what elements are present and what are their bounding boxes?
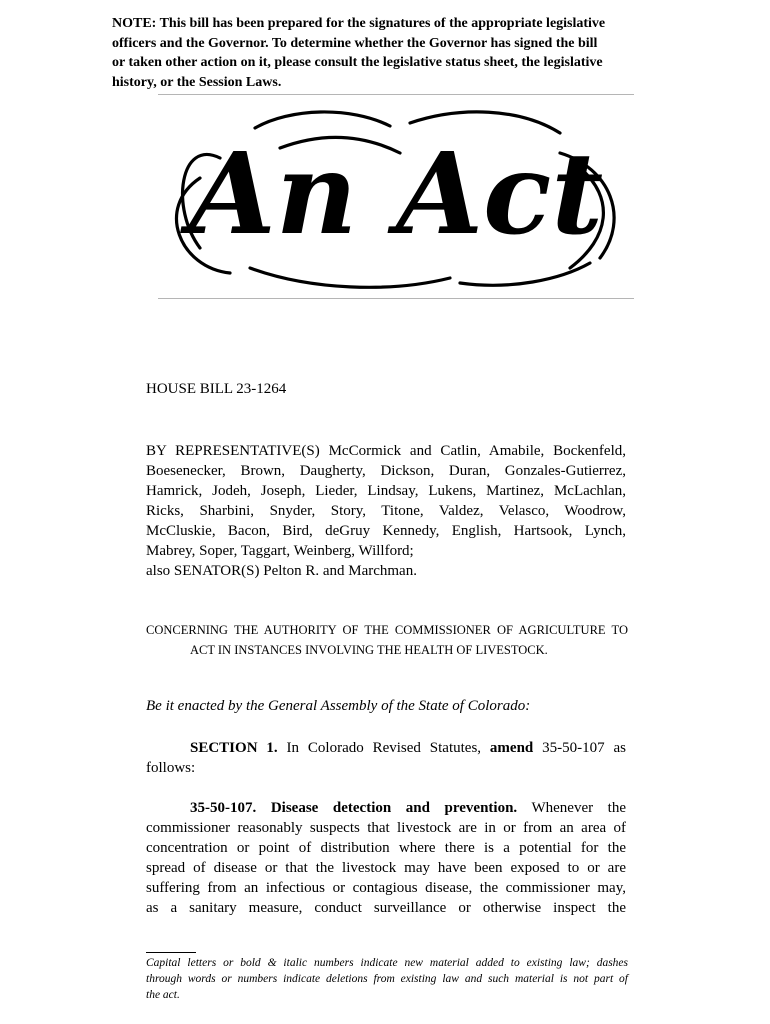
footnote-line: Capital letters or bold & italic numbers indicate new material added to existing law; dashes [146,957,628,969]
sponsor-line: Hamrick, Jodeh, Joseph, Lieder, Lindsay, Lukens, Martinez, McLachlan, [146,483,626,499]
logo-text: An Act [188,129,604,260]
note-line: or taken other action on it, please consult the legislative status sheet, the legislative [112,55,603,70]
note-line: officers and the Governor. To determine whether the Governor has signed the bill [112,35,598,51]
governor-signature-note [112,14,660,92]
amend-keyword: amend [489,740,534,756]
sponsor-line: also SENATOR(S) Pelton R. and Marchman. [146,563,417,579]
note-line: NOTE: This bill has been prepared for the signatures of the appropriate legislative [112,16,606,31]
section-line [146,738,626,758]
statute-line: commissioner reasonably suspects that livestock are in or from an area of [146,820,626,836]
bill-number: HOUSE BILL 23-1264 [146,381,287,397]
an-act-logo [160,98,632,296]
note-line: history, or the Session Laws. [112,74,282,90]
statute-title: Disease detection and prevention. [270,800,518,816]
statute-text: Whenever the [531,800,627,816]
statute-line: concentration or point of distribution where there is a potential for the [146,840,626,856]
concerning-line: ACT IN INSTANCES INVOLVING THE HEALTH OF LIVESTOCK. [190,643,548,657]
sponsor-line: BY REPRESENTATIVE(S) McCormick and Catlin, Amabile, Bockenfeld, [146,443,626,459]
sponsors-list [146,441,626,581]
concerning-line: CONCERNING THE AUTHORITY OF THE COMMISSIONER OF AGRICULTURE TO [146,623,628,637]
statute-line: suffering from an infectious or contagious disease, the commissioner may, [146,880,626,896]
bill-title-concerning [146,620,628,660]
logo-swirl [255,112,390,128]
footnote-divider [146,952,196,953]
logo-swirl [250,268,450,287]
sponsor-line: Ricks, Sharbini, Snyder, Story, Titone, Valdez, Velasco, Woodrow, [146,503,626,519]
logo-bottom-divider [158,298,634,299]
sponsor-line: Boesenecker, Brown, Daugherty, Dickson, Duran, Gonzales-Gutierrez, [146,463,626,479]
section-line: follows: [146,760,196,776]
footnote [146,955,628,1003]
statute-text [146,798,626,918]
section-1 [146,738,626,778]
statute-line [146,798,626,818]
statute-line: as a sanitary measure, conduct surveillance or otherwise inspect the [146,900,626,916]
enacting-clause: Be it enacted by the General Assembly of the State of Colorado: [146,698,531,714]
section-heading: SECTION 1. [190,740,278,756]
section-text: In Colorado Revised Statutes, [286,740,482,756]
footnote-line: the act. [146,989,180,1001]
statute-number: 35-50-107. [190,800,257,816]
sponsor-line: McCluskie, Bacon, Bird, deGruy Kennedy, English, Hartsook, Lynch, [146,523,626,539]
sponsor-line: Mabrey, Soper, Taggart, Weinberg, Willford; [146,543,414,559]
footnote-line: through words or numbers indicate deletions from existing law and such material is not part of [146,973,628,985]
logo-top-divider [158,94,634,95]
section-text: 35-50-107 as [542,740,626,756]
statute-line: spread of disease or that the livestock may have been exposed to or are [146,860,626,876]
